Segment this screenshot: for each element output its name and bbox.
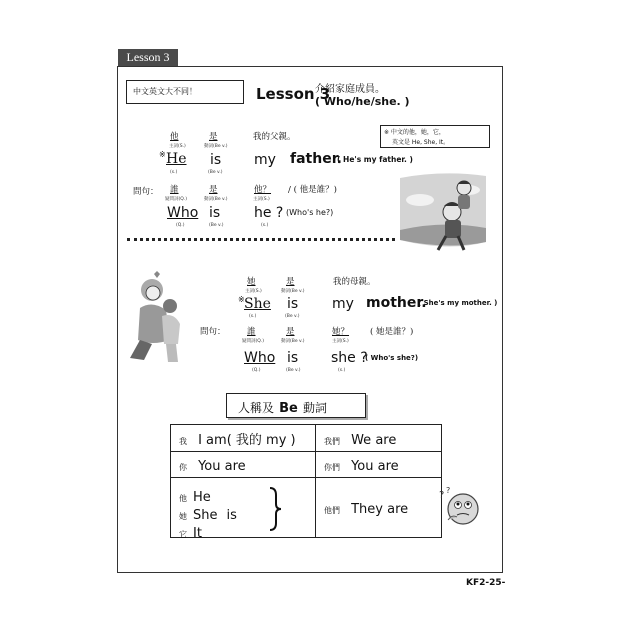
she-q-cn-who: 誰	[247, 327, 256, 337]
he-cn-verb: 是	[209, 132, 218, 142]
she-label-s: (s.)	[249, 314, 257, 319]
subtitle-cn: 介紹家庭成員。	[315, 84, 385, 95]
table-cell	[171, 452, 316, 478]
cell-cn: 你們	[324, 463, 340, 472]
she-verb: is	[287, 296, 299, 312]
cell-en: It	[193, 526, 202, 541]
cell-cn: 他們	[324, 506, 340, 515]
cell-cn: 我們	[324, 436, 340, 446]
she-object: mother.	[366, 295, 427, 311]
he-label-q-subj: 主詞(S.)	[253, 197, 270, 202]
she-q-is: is	[287, 350, 299, 366]
cell-en-is: is	[226, 508, 237, 523]
page-number: KF2-25-	[466, 578, 506, 588]
cell-cn: 它	[179, 530, 187, 539]
she-label-bev: (Be v.)	[285, 314, 300, 319]
she-label-q: (Q.)	[252, 368, 261, 373]
cell-cn: 你	[179, 463, 187, 472]
note-line-1: ※ 中文的他，她，它，	[384, 129, 445, 136]
he-cn-meaning: 我的父親。	[253, 132, 296, 142]
he-q-cn-who: 誰	[170, 185, 179, 195]
she-translation: ( She's my mother. )	[418, 299, 498, 307]
table-cell	[316, 425, 442, 452]
she-label-q-pron: 疑問詞(Q.)	[242, 339, 264, 344]
table-title-be: Be	[279, 401, 298, 416]
lesson-title: Lesson 3	[256, 85, 331, 103]
cell-en: We are	[351, 432, 397, 448]
he-label-verb: 動詞(Be v.)	[204, 144, 228, 149]
he-label-bev: (Be v.)	[208, 170, 223, 175]
note-box-text: 中文英文大不同！	[133, 87, 197, 96]
note-line-2: 英文是 He, She, It。	[392, 139, 450, 146]
cell-cn: 他	[179, 494, 187, 503]
she-label-q-verb: 動詞(Be v.)	[281, 339, 305, 344]
she-q-cn-paren: ( 她是誰？)	[370, 327, 414, 337]
he-q-who: Who	[167, 205, 199, 221]
father-son-illustration	[398, 170, 488, 260]
he-label-q: (Q.)	[176, 223, 185, 228]
cell-en: You are	[351, 459, 399, 474]
she-q-who: Who	[244, 350, 276, 366]
table-cell	[171, 478, 316, 541]
he-label-s2: (s.)	[261, 223, 269, 228]
cell-cn: 我	[179, 436, 187, 446]
she-cn-meaning: 我的母親。	[333, 277, 376, 287]
he-cn-subject: 他	[170, 132, 179, 142]
mother-child-illustration	[122, 268, 192, 368]
she-my: my	[332, 296, 354, 312]
thinking-face-icon	[438, 484, 482, 528]
table-cell	[316, 478, 445, 538]
she-label-q-subj: 主詞(S.)	[332, 339, 349, 344]
he-label-bev2: (Be v.)	[209, 223, 224, 228]
table-cell	[316, 452, 442, 478]
svg-text:?: ?	[439, 490, 445, 501]
table-title-prefix: 人稱及	[238, 401, 275, 415]
he-label-q-pron: 疑問詞(Q.)	[165, 197, 187, 202]
he-q-cn-paren: / ( 他是誰？)	[288, 185, 337, 195]
cell-en: You are	[198, 459, 246, 474]
he-my: my	[254, 152, 276, 168]
he-label-subject: 主詞(S.)	[169, 144, 186, 149]
cell-en: He	[193, 490, 211, 505]
cell-en: She	[193, 508, 218, 523]
lesson-tab: Lesson 3	[118, 49, 178, 66]
he-translation: ( He's my father. )	[337, 155, 413, 164]
he-q-cn-he: 他？	[254, 185, 272, 195]
svg-text:?: ?	[446, 486, 451, 495]
she-q-she: she ?	[331, 350, 368, 366]
he-q-translation: (Who's he?)	[286, 208, 334, 217]
she-q-cn-she: 她？	[332, 327, 350, 337]
table-row	[171, 452, 442, 478]
cell-en: They are	[351, 502, 409, 517]
table-row	[171, 478, 442, 538]
he-question-label: 問句：	[133, 187, 159, 197]
he-verb: is	[210, 152, 222, 168]
pronoun-table	[170, 424, 445, 541]
he-q-he: he ?	[254, 205, 284, 221]
she-star: ※	[238, 295, 245, 304]
she-label-bev2: (Be v.)	[286, 368, 301, 373]
she-question-label: 問句：	[200, 327, 226, 337]
he-q-cn-verb: 是	[209, 185, 218, 195]
table-cell	[171, 425, 316, 452]
cell-cn: 她	[179, 512, 187, 521]
she-subject: She	[244, 296, 271, 312]
she-q-translation: ( Who's she?)	[365, 354, 419, 362]
right-brace-icon	[267, 486, 283, 532]
he-label-q-verb: 動詞(Be v.)	[204, 197, 228, 202]
she-q-cn-verb: 是	[286, 327, 295, 337]
he-q-is: is	[209, 205, 221, 221]
he-subject: He	[166, 151, 187, 167]
she-label-verb: 動詞(Be v.)	[281, 289, 305, 294]
she-label-s2: (s.)	[338, 368, 346, 373]
table-title-suffix: 動詞	[302, 401, 327, 415]
section-divider	[127, 238, 395, 241]
he-label-s: (s.)	[170, 170, 178, 175]
she-cn-verb: 是	[286, 277, 295, 287]
she-cn-subject: 她	[247, 277, 256, 287]
he-object: father.	[290, 151, 342, 167]
he-star: ※	[159, 150, 166, 159]
table-title	[238, 397, 327, 416]
subtitle-en: ( Who/he/she. )	[315, 95, 410, 108]
table-row	[171, 425, 442, 452]
cell-en: I am( 我的 my )	[198, 432, 296, 448]
she-label-subject: 主詞(S.)	[245, 289, 262, 294]
